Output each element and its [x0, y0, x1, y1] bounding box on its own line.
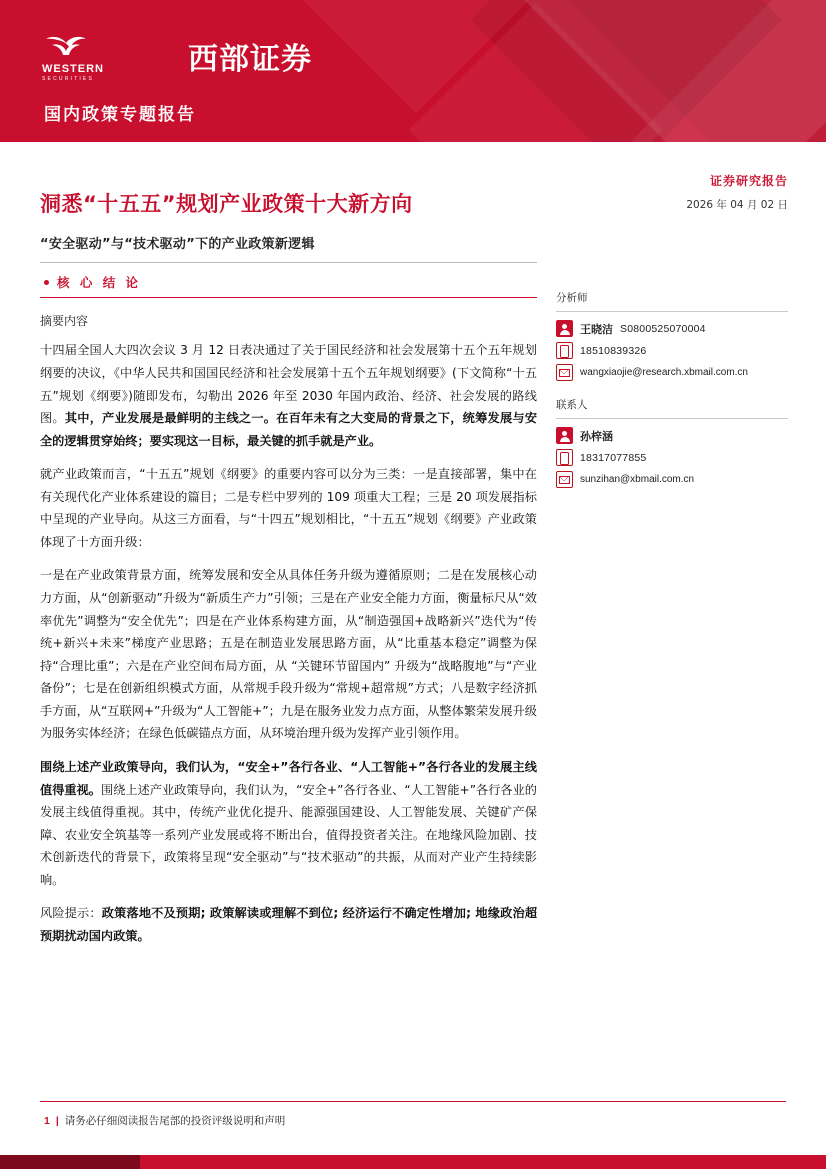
- analyst-name-row: [556, 320, 788, 337]
- banner-subtitle: 国内政策专题报告: [44, 105, 196, 125]
- footer-divider: [40, 1101, 786, 1102]
- analyst-email-row[interactable]: [556, 364, 788, 381]
- person-icon: [556, 427, 573, 444]
- report-subtitle: “安全驱动”与“技术驱动”下的产业政策新逻辑: [40, 237, 315, 253]
- divider: [556, 418, 788, 419]
- divider-red: [40, 297, 537, 298]
- mail-icon: [556, 471, 573, 488]
- analyst-email[interactable]: wangxiaojie@research.xbmail.com.cn: [580, 367, 748, 378]
- abstract-label: 摘要内容: [40, 314, 89, 329]
- report-title: 洞悉“十五五”规划产业政策十大新方向: [40, 192, 413, 216]
- contact-phone: 18317077855: [580, 451, 647, 464]
- sidebar: [556, 172, 788, 494]
- phone-icon: [556, 449, 573, 466]
- report-date: 2026 年 04 月 02 日: [686, 199, 788, 211]
- analyst-section-label: 分析师: [556, 292, 588, 304]
- core-conclusion-header: [40, 273, 537, 291]
- contact-section-label: 联系人: [556, 399, 588, 411]
- phone-icon: [556, 342, 573, 359]
- paragraph: 就产业政策而言，“十五五”规划《纲要》的重要内容可以分为三类：一是直接部署，集中在有关现代化产业体系建设的篇目；二是专栏中罗列的 109 项重大工程；三是 20 项发展指标中呈现的产业导向。从这三方面看，与“十四五”规划相比，“十五五”规划《纲要》产业政策体现了十方面升级：: [40, 467, 537, 549]
- paragraph: 十四届全国人大四次会议 3 月 12 日表决通过了关于国民经济和社会发展第十五个五年规划纲要的决议，《中华人民共和国国民经济和社会发展第十五个五年规划纲要》(下文简称“十五五”规划《纲要》)随即发布，勾勒出 2026 年至 2030 年国内政治、经济、社会发展的路线图。其中，产业发展是最鲜明的主线之一。在百年未有之大变局的背景之下，统筹发展与安全的逻辑贯穿始终；要实现这一目标，最关键的抓手就是产业。: [40, 343, 538, 448]
- analyst-phone: 18510839326: [580, 344, 647, 357]
- analyst-name: 王晓洁: [580, 322, 613, 336]
- footer-disclaimer: 请务必仔细阅读报告尾部的投资评级说明和声明: [64, 1115, 286, 1127]
- logo-chinese-text: 西部证券: [188, 42, 312, 77]
- contact-block: [556, 397, 788, 488]
- sidebar-header: [556, 172, 788, 212]
- core-conclusion-label: 核 心 结 论: [57, 275, 142, 291]
- analyst-license-code: S0800525070004: [620, 322, 706, 335]
- main-content: [40, 172, 537, 958]
- contact-entry: [556, 427, 788, 488]
- company-logo: [42, 34, 312, 82]
- contact-name-row: [556, 427, 788, 444]
- header-banner: [0, 0, 826, 142]
- footer-text: [44, 1113, 285, 1128]
- contact-phone-row: [556, 449, 788, 466]
- divider: [40, 262, 537, 263]
- paragraph: 围绕上述产业政策导向，我们认为，“安全+”各行各业、“人工智能+”各行各业的发展主线值得重视。围绕上述产业政策导向，我们认为，“安全+”各行各业、“人工智能+”各行各业的发展主线值得重视。其中，传统产业优化提升、能源强国建设、人工智能发展、关键矿产保障、农业安全筑基等一系列产业发展或将不断出台，值得投资者关注。在地缘风险加剧、技术创新迭代的背景下，政策将呈现“安全驱动”与“技术驱动”的共振，从而对产业产生持续影响。: [40, 759, 537, 887]
- western-securities-logo-icon: [42, 35, 116, 82]
- report-type-label: 证券研究报告: [709, 174, 788, 188]
- footer-bar-segment: [0, 1155, 140, 1169]
- page-body: [0, 142, 826, 1102]
- footer-divider-glyph: |: [55, 1115, 59, 1127]
- paragraph: 一是在产业政策背景方面，统筹发展和安全从具体任务升级为遵循原则；二是在发展核心动力方面，从“创新驱动”升级为“新质生产力”引领；三是在产业安全能力方面，衡量标尺从“效率优先”调整为“安全优先”；四是在产业体系构建方面，从“制造强国+战略新兴”迭代为“传统+新兴+未来”梯度产业思路；五是在制造业发展思路方面，从“比重基本稳定”调整为保持“合理比重”；六是在产业空间布局方面，从 “关键环节留国内” 升级为“战略腹地”与“产业备份”；七是在创新组织模式方面，从常规手段升级为“常规+超常规”方式；八是数字经济抓手方面，从“互联网+”升级为“人工智能+”；九是在服务业发力点方面，从整体繁荣发展升级为服务实体经济；在绿色低碳锚点方面，从环境治理升级为发挥产业引领作用。: [40, 568, 537, 741]
- person-icon: [556, 320, 573, 337]
- mail-icon: [556, 364, 573, 381]
- risk-disclaimer: 风险提示：政策落地不及预期; 政策解读或理解不到位; 经济运行不确定性增加; 地缘政治超预期扰动国内政策。: [40, 906, 538, 943]
- contact-email[interactable]: sunzihan@xbmail.com.cn: [580, 474, 695, 485]
- analyst-block: [556, 290, 788, 381]
- analyst-phone-row: [556, 342, 788, 359]
- divider: [556, 311, 788, 312]
- logo-english-text: WESTERN SECURITIES: [42, 63, 104, 82]
- page-footer: [0, 1101, 826, 1169]
- contact-email-row[interactable]: [556, 471, 788, 488]
- page-number: 1: [44, 1115, 50, 1127]
- analyst-entry: [556, 320, 788, 381]
- footer-bar: [0, 1155, 826, 1169]
- bullet-icon: [44, 280, 49, 285]
- contact-name: 孙梓涵: [580, 429, 613, 443]
